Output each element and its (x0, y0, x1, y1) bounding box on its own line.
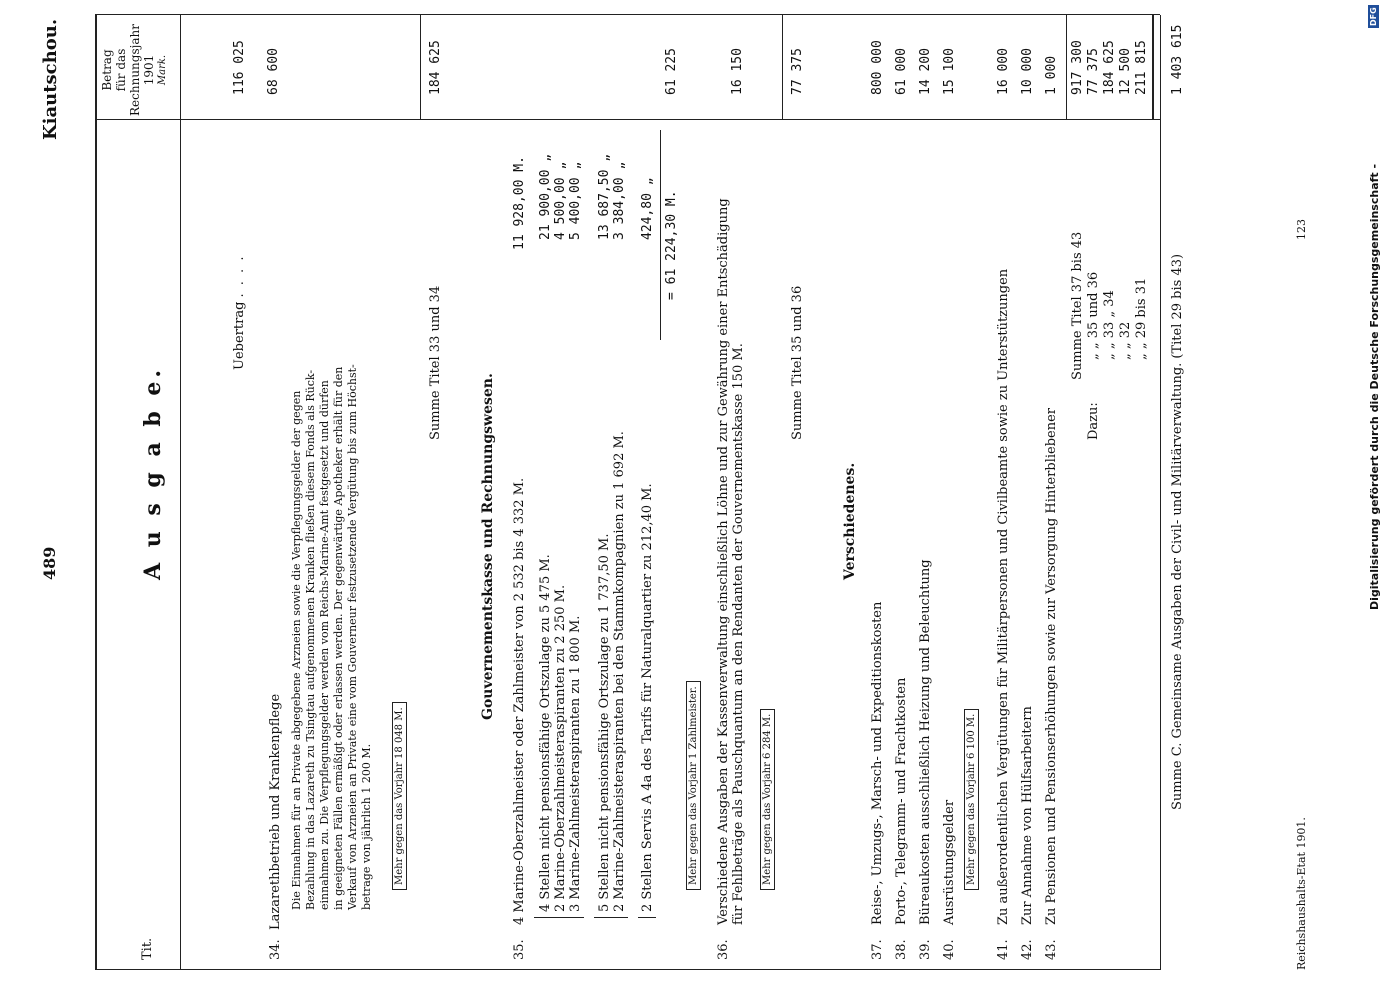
t42-text: Zur Annahme von Hülfsarbeitern (1020, 706, 1035, 925)
col-amount-header: Betrag für das Rechnungsjahr 1901 Mark. (100, 24, 168, 116)
t34-text: Die Einnahmen für an Private abgegebene Arzneien sowie die Verpflegungsgelder der gegen Bezahlung in das Lazareth zu Tsingtau aufgenommenen Kranken fließen diesem Fonds als Rück- einnahmen zu. Die Verpflegungsgelder werden vom Reichs-Marine-Amt festgesetzt und dürfen in geeigneten Fällen ermäßigt oder erlassen werden. Der gegenwärtige Apotheker erhält für den Verkauf von Arzneien an Private eine vom Gouverneur festzusetzende Vergütung bis zum Höchst- betrage von jährlich 1 200 M. (290, 364, 373, 910)
grand-total-rule (1152, 15, 1154, 120)
t35-g2-val2: 3 384,00 „ (612, 161, 627, 240)
summary-value-4: 12 500 (1118, 48, 1133, 95)
t35-g2-row2: 2 Marine-Zahlmeisteraspiranten bei den Stammkompagnien zu 1 692 M. (612, 431, 627, 912)
t35-g1-row2: 2 Marine-Oberzahlmeisteraspiranten zu 2 250 M. (553, 584, 568, 912)
t41-value: 16 000 (996, 48, 1011, 95)
t35-main-value: 11 928,00 M. (512, 156, 527, 250)
t41-text: Zu außerordentlichen Vergütungen für Militärpersonen und Civilbeamte sowie zu Unterstützungen (996, 268, 1011, 925)
summary-row-1: Summe Titel 37 bis 43 (1070, 231, 1085, 380)
section-heading: A u s g a b e. (140, 365, 166, 580)
summary-row-5: „ „ 29 bis 31 (1134, 277, 1149, 360)
summary-value-2: 77 375 (1086, 48, 1101, 95)
summary-dazu: Dazu: (1086, 402, 1101, 440)
bottom-rule (1160, 15, 1161, 970)
t37-number: 37. (870, 939, 885, 960)
t35-note: Mehr gegen das Vorjahr 1 Zahlmeister. (686, 681, 701, 890)
t39-value: 14 200 (918, 48, 933, 95)
dfg-logo: DFG (1369, 7, 1378, 26)
t37-text: Reise-, Umzugs-, Marsch- und Expeditionskosten (870, 601, 885, 925)
digitization-note: Digitalisierung gefördert durch die Deutsche Forschungsgemeinschaft - (1368, 163, 1381, 610)
t36-note: Mehr gegen das Vorjahr 6 284 M. (760, 709, 775, 890)
left-border (95, 969, 1160, 970)
t39-number: 39. (918, 939, 933, 960)
t35-total-rule (660, 130, 661, 340)
t35-g1-row1: 4 Stellen nicht pensionsfähige Ortszulage zu 5 475 M. (538, 554, 553, 912)
t35-value: 61 225 (664, 48, 679, 95)
sum-rule-2 (782, 15, 783, 120)
grand-total-label: Summe C. Gemeinsame Ausgaben der Civil- und Militärverwaltung. (Titel 29 bis 43) (1170, 253, 1185, 810)
t35-g1-val1: 21 900,00 „ (538, 153, 553, 240)
amount-column-border (95, 119, 1160, 120)
t35-g1-val2: 4 500,00 „ (553, 161, 568, 240)
top-rule (95, 15, 97, 970)
right-border (95, 14, 1160, 15)
t35-g2-row1: 5 Stellen nicht pensionsfähige Ortszulage zu 1 737,50 M. (597, 533, 612, 912)
summary-row-2: „ „ 35 und 36 (1086, 271, 1101, 360)
misc-heading: Verschiedenes. (842, 462, 858, 580)
t38-number: 38. (894, 939, 909, 960)
t42-number: 42. (1020, 939, 1035, 960)
footer-left: Reichshaushalts-Etat 1901. (1295, 817, 1308, 970)
sum-35-36-label: Summe Titel 35 und 36 (790, 285, 805, 440)
t34-number: 34. (268, 939, 283, 960)
page-title: Kiautschou. (40, 18, 61, 140)
t34-note: Mehr gegen das Vorjahr 18 048 M. (392, 702, 407, 890)
footer-number: 123 (1295, 219, 1308, 240)
t35-g3-val1: 424,80 „ (640, 177, 655, 240)
carry-label: Uebertrag . . . . (232, 254, 247, 370)
t40-note: Mehr gegen das Vorjahr 6 100 M. (964, 709, 979, 890)
t35-g3-row1: 2 Stellen Servis A 4a des Tarifs für Naturalquartier zu 212,40 M. (640, 483, 655, 912)
t42-value: 10 000 (1020, 48, 1035, 95)
t35-group2-bracket (594, 917, 628, 918)
t39-text: Büreaukosten ausschließlich Heizung und Beleuchtung (918, 559, 933, 925)
t35-g1-row3: 3 Marine-Zahlmeisteraspiranten zu 1 800 M. (568, 615, 583, 912)
t34-title: Lazarethbetrieb und Krankenpflege (268, 693, 283, 930)
t35-total: = 61 224,30 M. (664, 190, 679, 300)
page-number: 489 (40, 546, 59, 580)
gov-heading: Gouvernementskasse und Rechnungswesen. (480, 373, 496, 720)
t38-text: Porto-, Telegramm- und Frachtkosten (894, 677, 909, 925)
t43-number: 43. (1044, 939, 1059, 960)
sum-rule-3 (1066, 15, 1067, 120)
col-tit-header: Tit. (140, 937, 155, 960)
carry-value-1: 116 025 (232, 40, 247, 95)
t37-value: 800 000 (870, 40, 885, 95)
sum-35-36-value: 77 375 (790, 48, 805, 95)
grand-total-value: 1 403 615 (1170, 24, 1185, 95)
summary-value-5: 211 815 (1134, 40, 1149, 95)
t35-g2-val1: 13 687,50 „ (597, 153, 612, 240)
summary-value-1: 917 300 (1070, 40, 1085, 95)
t36-number: 36. (716, 939, 731, 960)
t43-text: Zu Pensionen und Pensionserhöhungen sowie zur Versorgung Hinterbliebener (1044, 407, 1059, 925)
sum-33-34-value: 184 625 (428, 40, 443, 95)
t36-text: Verschiedene Ausgaben der Kassenverwaltung einschließlich Löhne und zur Gewährung einer Entschädigung für Fehlbeträge als Pauschquantum an den Rendanten der Gouvernementskasse 150 M. (716, 198, 746, 925)
summary-row-3: „ „ 33 „ 34 (1102, 290, 1117, 360)
t35-group3-bracket (638, 917, 656, 918)
summary-row-4: „ „ 32 (1118, 321, 1133, 360)
t35-number: 35. (512, 939, 527, 960)
t40-number: 40. (942, 939, 957, 960)
t35-g1-val3: 5 400,00 „ (568, 161, 583, 240)
t41-number: 41. (996, 939, 1011, 960)
sum-33-34-label: Summe Titel 33 und 34 (428, 285, 443, 440)
t35-main-text: 4 Marine-Oberzahlmeister oder Zahlmeister von 2 532 bis 4 332 M. (512, 477, 527, 925)
header-rule (180, 15, 181, 970)
t38-value: 61 000 (894, 48, 909, 95)
t40-text: Ausrüstungsgelder (942, 799, 957, 925)
t36-value: 16 150 (730, 48, 745, 95)
summary-value-3: 184 625 (1102, 40, 1117, 95)
t35-group1-bracket (534, 917, 584, 918)
t43-value: 1 000 (1044, 55, 1059, 95)
t40-value: 15 100 (942, 48, 957, 95)
carry-value-2: 68 600 (266, 48, 281, 95)
sum-rule-1 (420, 15, 421, 120)
